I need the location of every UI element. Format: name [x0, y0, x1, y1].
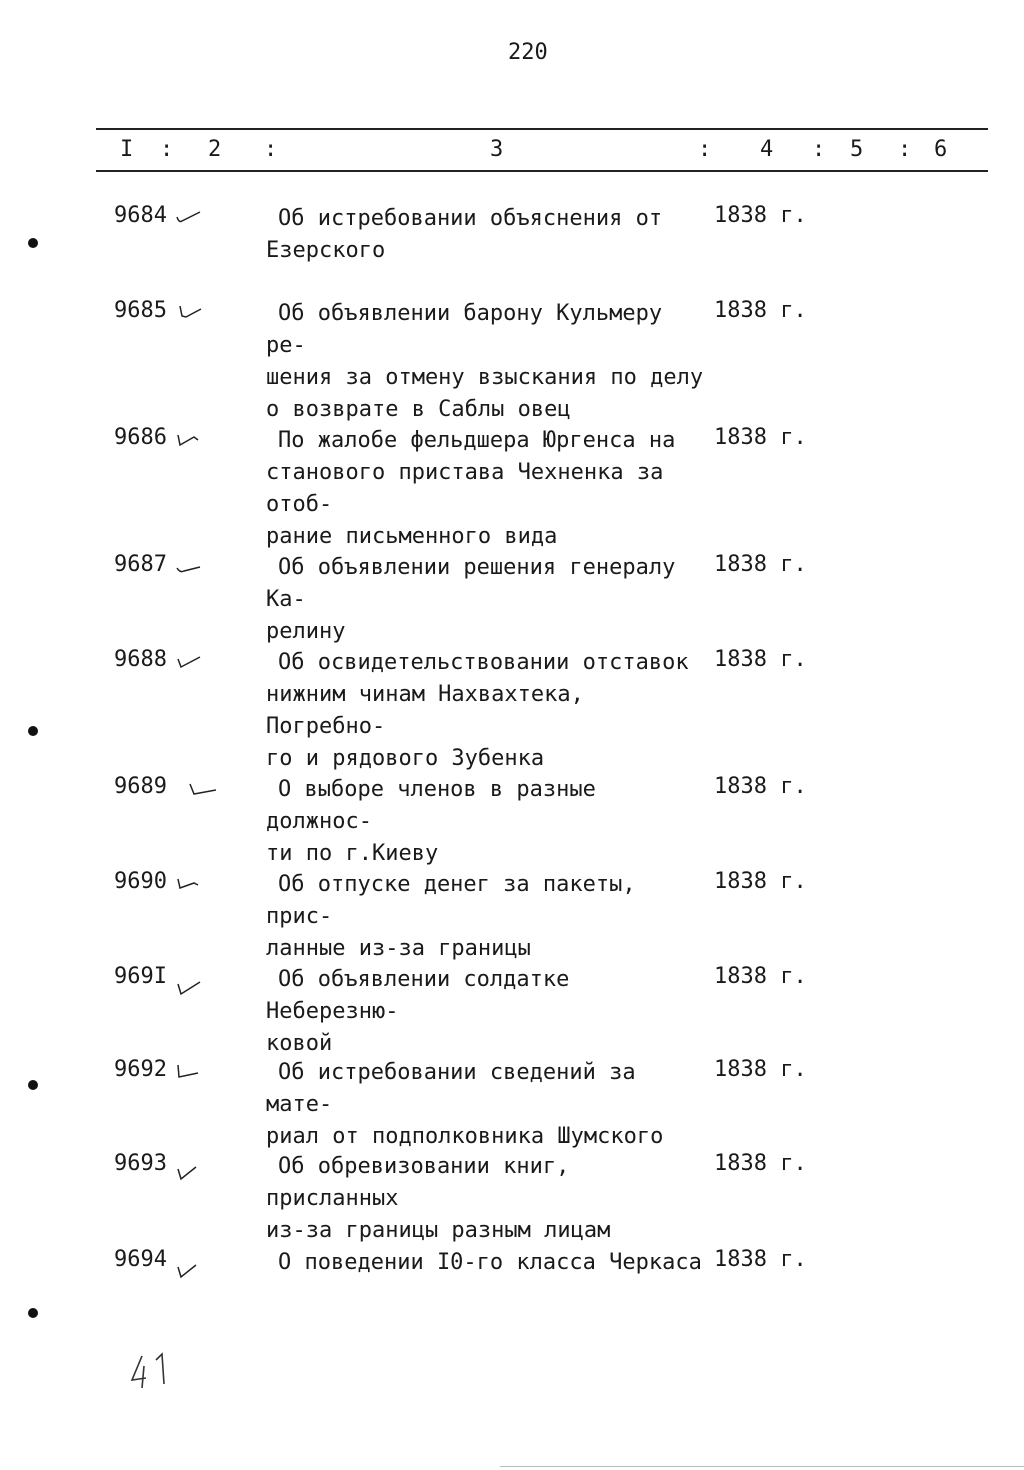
checkmark-icon: [176, 1165, 202, 1181]
binding-hole: [28, 1308, 38, 1318]
checkmark-icon: [186, 780, 216, 796]
checkmark-icon: [176, 558, 202, 574]
page-bottom-edge: [500, 1466, 1024, 1467]
record-number: 9684: [114, 203, 167, 228]
record-number: 9685: [114, 298, 167, 323]
record-year: 1838 г.: [714, 647, 807, 672]
header-col-6: 6: [934, 137, 948, 162]
record-title: О поведении I0-го класса Черкаса: [278, 1250, 702, 1275]
record-title: По жалобе фельдшера Юргенса на станового пристава Чехненка за отоб- рание письменного вида: [266, 428, 676, 549]
header-col-2: 2: [208, 137, 222, 162]
checkmark-icon: [176, 653, 202, 669]
record-year: 1838 г.: [714, 552, 807, 577]
record-title: Об обревизовании книг, присланных из-за границы разным лицам: [266, 1154, 611, 1243]
header-separator: :: [698, 137, 712, 162]
record-title: О выборе членов в разные должнос- ти по г.Киеву: [266, 777, 596, 866]
record-title: Об объявлении солдатке Неберезню- ковой: [266, 967, 570, 1056]
record-number: 9688: [114, 647, 167, 672]
record-title: Об истребовании сведений за мате- риал от подполковника Шумского: [266, 1060, 664, 1149]
record-year: 1838 г.: [714, 869, 807, 894]
record-year: 1838 г.: [714, 1057, 807, 1082]
header-separator: :: [264, 137, 278, 162]
record-year: 1838 г.: [714, 774, 807, 799]
binding-hole: [28, 238, 38, 248]
checkmark-icon: [176, 431, 202, 447]
header-col-5: 5: [850, 137, 864, 162]
header-col-1: I: [120, 137, 134, 162]
record-number: 9692: [114, 1057, 167, 1082]
header-col-3: 3: [490, 137, 504, 162]
header-separator: :: [812, 137, 826, 162]
record-year: 1838 г.: [714, 1151, 807, 1176]
record-number: 9687: [114, 552, 167, 577]
record-title: Об объявлении барону Кульмеру ре- шения за отмену взыскания по делу о возврате в Саблы овец: [266, 301, 704, 422]
table-header-rule-bottom: [96, 170, 988, 172]
checkmark-icon: [176, 304, 202, 320]
record-year: 1838 г.: [714, 1247, 807, 1272]
binding-hole: [28, 1080, 38, 1090]
handwritten-note: [128, 1350, 172, 1390]
binding-hole: [28, 726, 38, 736]
record-year: 1838 г.: [714, 203, 807, 228]
header-separator: :: [898, 137, 912, 162]
record-number: 9686: [114, 425, 167, 450]
record-year: 1838 г.: [714, 964, 807, 989]
record-year: 1838 г.: [714, 298, 807, 323]
checkmark-icon: [176, 980, 202, 996]
checkmark-icon: [176, 209, 202, 225]
record-number: 9694: [114, 1247, 167, 1272]
record-number: 9690: [114, 869, 167, 894]
record-title: Об объявлении решения генералу Ка- релину: [266, 555, 676, 644]
checkmark-icon: [176, 875, 202, 891]
record-number: 9689: [114, 774, 167, 799]
record-title: Об освидетельствовании отставок нижним чинам Нахвахтека, Погребно- го и рядового Зубенка: [266, 650, 689, 771]
record-title: Об истребовании объяснения от Езерского: [266, 206, 663, 263]
checkmark-icon: [176, 1263, 202, 1279]
record-number: 9693: [114, 1151, 167, 1176]
record-number: 969I: [114, 964, 167, 989]
checkmark-icon: [176, 1063, 202, 1079]
record-year: 1838 г.: [714, 425, 807, 450]
header-col-4: 4: [760, 137, 774, 162]
table-header-rule-top: [96, 128, 988, 130]
record-title: Об отпуске денег за пакеты, прис- ланные из-за границы: [266, 872, 636, 961]
page-number: 220: [508, 40, 548, 65]
header-separator: :: [160, 137, 174, 162]
